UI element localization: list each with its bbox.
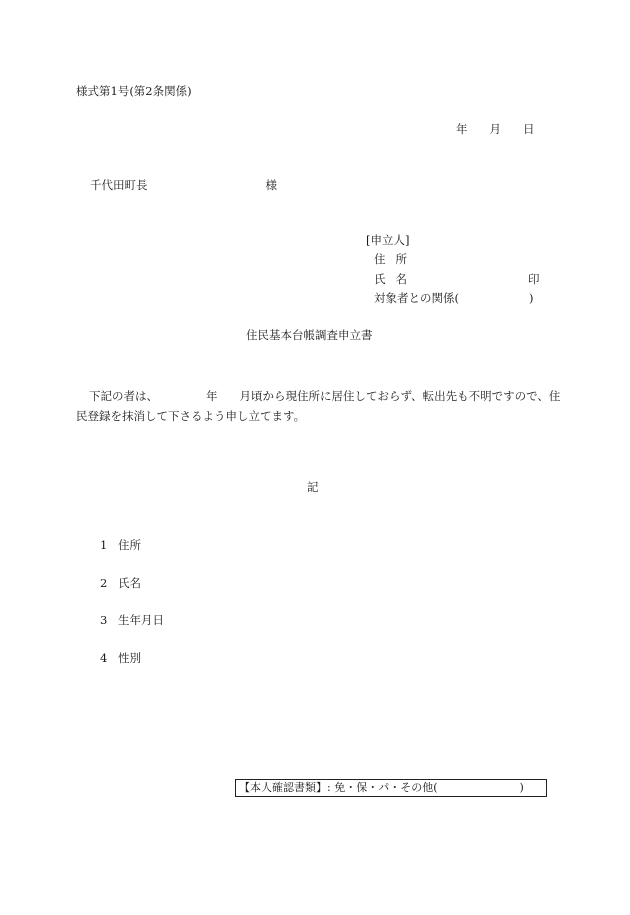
body-part1: 下記の者は、 <box>89 389 158 403</box>
body-text <box>76 386 566 426</box>
form-number: 様式第1号(第2条関係) <box>76 84 192 98</box>
addressee-honorific: 様 <box>265 178 277 192</box>
list-item <box>100 615 164 627</box>
applicant-relation <box>374 293 534 305</box>
item-number: 4 <box>100 651 108 665</box>
item-number: 3 <box>100 613 108 627</box>
item-number: 2 <box>100 576 108 590</box>
list-item <box>100 540 141 552</box>
applicant-heading: [申立人] <box>366 233 410 247</box>
list-item <box>100 653 141 665</box>
date-year: 年 <box>456 122 468 136</box>
item-number: 1 <box>100 538 108 552</box>
id-documents-text: 【本人確認書類】: 免・保・パ・その他( <box>239 781 438 794</box>
body-part2: 月頃から現住所に居住しておらず、転出先も不明ですので、住民登録を抹消して下さるよう申し立てます。 <box>76 389 561 423</box>
date-line <box>456 124 535 136</box>
date-day: 日 <box>523 122 535 136</box>
id-documents-close: ) <box>519 781 524 794</box>
applicant-address-label: 住所 <box>374 252 417 266</box>
list-item <box>100 578 141 590</box>
item-label: 住所 <box>118 538 141 552</box>
item-label: 性別 <box>118 651 141 665</box>
applicant-relation-label: 対象者との関係( <box>374 291 459 305</box>
applicant-seal: 印 <box>528 272 540 286</box>
item-label: 生年月日 <box>118 613 164 627</box>
id-documents-box <box>235 779 547 797</box>
addressee <box>90 180 277 192</box>
date-month: 月 <box>489 122 501 136</box>
applicant-relation-close: ) <box>529 291 534 305</box>
item-label: 氏名 <box>118 576 141 590</box>
addressee-mayor: 千代田町長 <box>90 178 148 192</box>
ki-mark: 記 <box>307 480 319 494</box>
applicant-name-label: 氏名 <box>374 272 417 286</box>
document-title: 住民基本台帳調査申立書 <box>246 328 373 342</box>
body-year: 年 <box>206 389 218 403</box>
